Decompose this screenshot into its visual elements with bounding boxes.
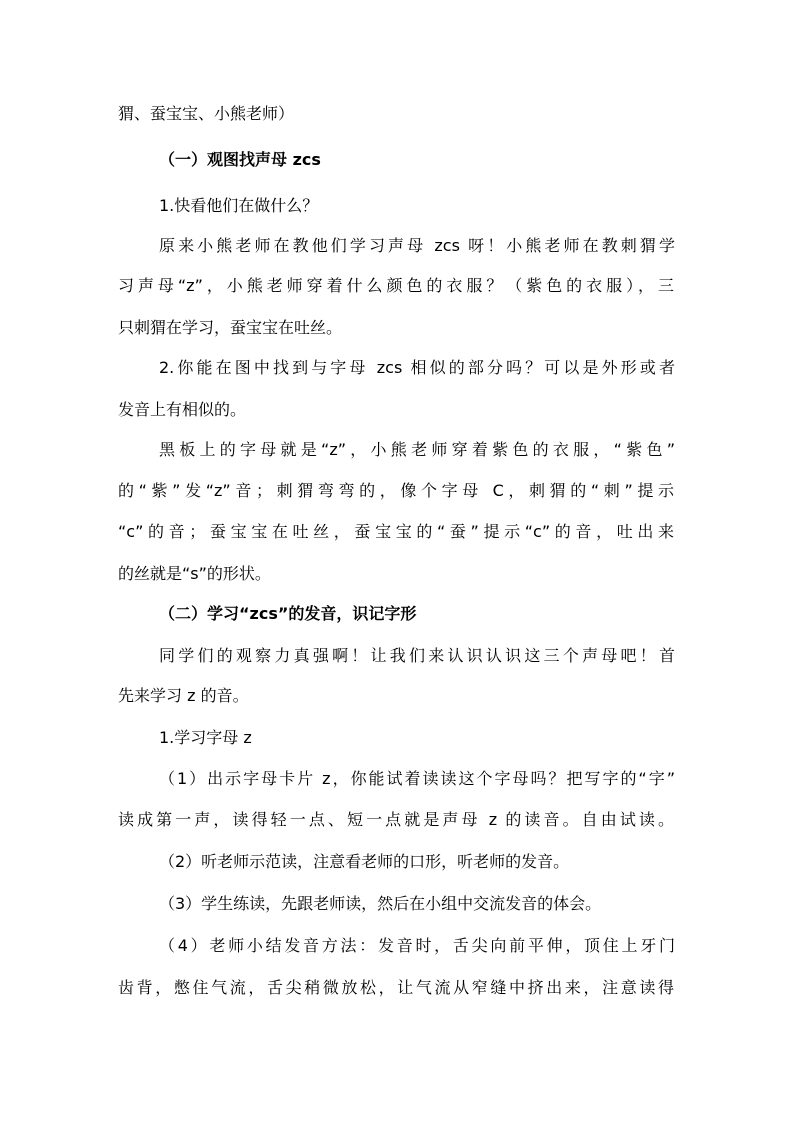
text-line-4: 原来小熊老师在教他们学习声母 zcs 呀！小熊老师在教刺猬学: [159, 236, 675, 255]
text-line-12: 的丝就是“s”的形状。: [118, 564, 271, 583]
text-line-15: 先来学习 z 的音。: [118, 686, 249, 705]
text-line-5: 习声母“z”，小熊老师穿着什么颜色的衣服？（紫色的衣服），三: [118, 276, 674, 295]
text-line-18: 读成第一声，读得轻一点、短一点就是声母 z 的读音。自由试读。: [118, 810, 674, 829]
section-heading-2: （二）学习“zcs”的发音，识记字形: [159, 604, 417, 623]
text-line-14: 同学们的观察力真强啊！让我们来认识认识这三个声母吧！首: [159, 646, 675, 665]
text-line-11: “c”的音；蚕宝宝在吐丝，蚕宝宝的“蚕”提示“c”的音，吐出来: [118, 522, 674, 541]
text-line-6: 只刺猬在学习，蚕宝宝在吐丝。: [118, 318, 343, 337]
text-line-8: 发音上有相似的。: [118, 400, 247, 419]
text-line-19: （2）听老师示范读，注意看老师的口形，听老师的发音。: [159, 852, 570, 871]
text-line-20: （3）学生练读，先跟老师读，然后在小组中交流发音的体会。: [159, 894, 602, 913]
text-line-16: 1.学习字母 z: [159, 728, 252, 747]
text-line-1: 猬、蚕宝宝、小熊老师）: [118, 104, 295, 123]
text-line-7: 2.你能在图中找到与字母 zcs 相似的部分吗？可以是外形或者: [159, 358, 675, 377]
text-line-21: （4）老师小结发音方法：发音时，舌尖向前平伸，顶住上牙门: [159, 936, 675, 955]
section-heading-1: （一）观图找声母 zcs: [159, 150, 321, 169]
text-line-22: 齿背，憋住气流，舌尖稍微放松，让气流从窄缝中挤出来，注意读得: [118, 978, 674, 997]
text-line-9: 黑板上的字母就是“z”，小熊老师穿着紫色的衣服，“紫色”: [159, 440, 675, 459]
text-line-3: 1.快看他们在做什么？: [159, 196, 319, 215]
text-line-10: 的“紫”发“z”音；刺猬弯弯的，像个字母 C，刺猬的“刺”提示: [118, 481, 674, 500]
text-line-17: （1）出示字母卡片 z，你能试着读读这个字母吗？把写字的“字”: [159, 769, 675, 788]
